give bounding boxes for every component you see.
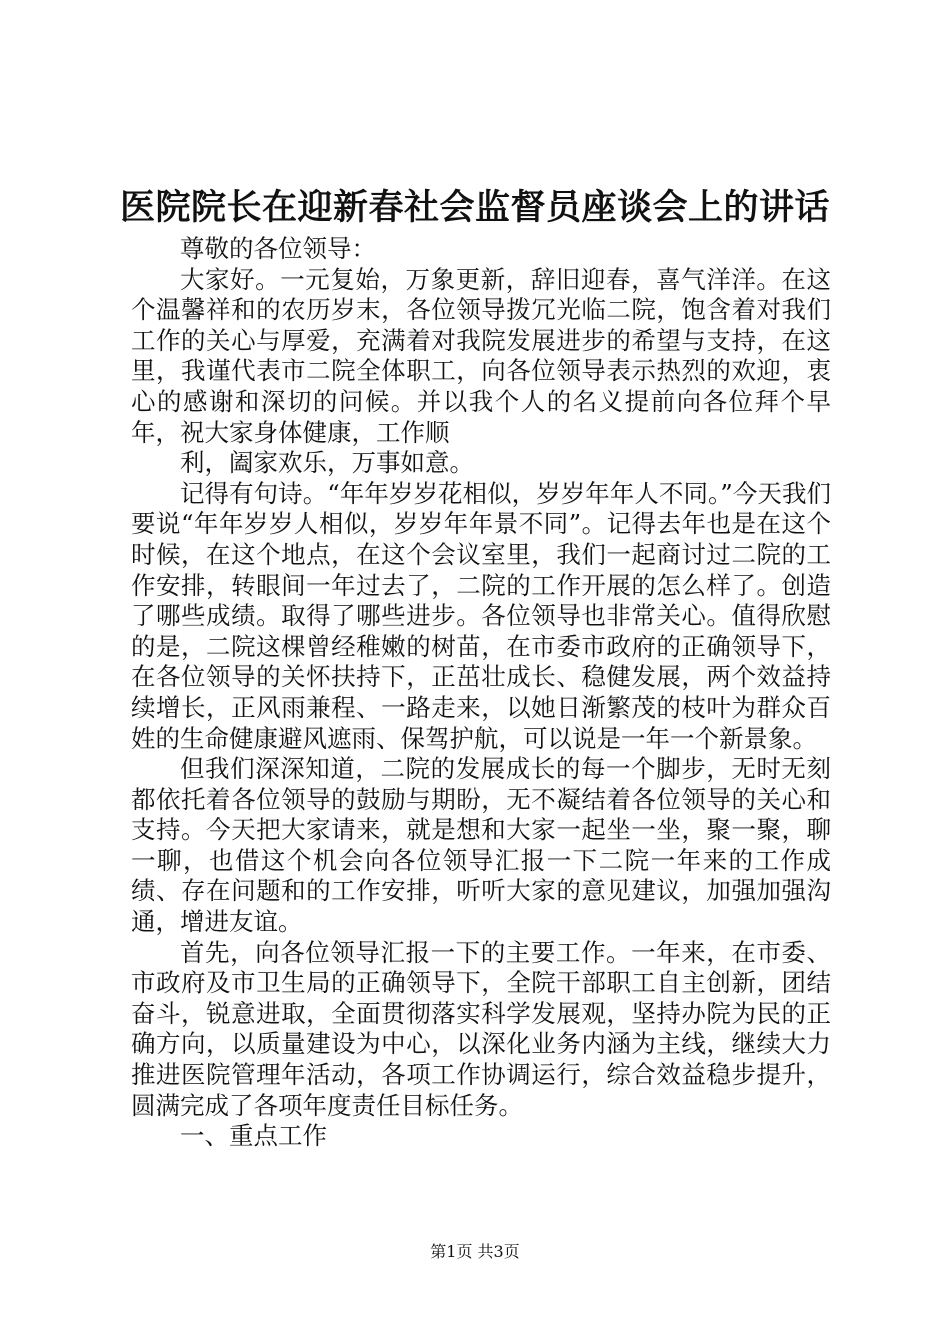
paragraph-greeting-continued: 利，阖家欢乐，万事如意。 bbox=[180, 448, 474, 478]
paragraph-report: 首先，向各位领导汇报一下的主要工作。一年来，在市委、市政府及市卫生局的正确领导下，全院干部职工自主创新，团结奋斗，锐意进取，全面贯彻落实科学发展观，坚持办院为民的正确方向，以质量建设为中心，以深化业务内涵为主线，继续大力推进医院管理年活动，各项工作协调运行，综合效益稳步提升，圆满完成了各项年度责任目标任务。 bbox=[131, 937, 831, 1120]
section-heading: 一、重点工作 bbox=[180, 1121, 327, 1151]
paragraph-poem: 记得有句诗。“年年岁岁花相似，岁岁年年人不同。”今天我们要说“年年岁岁人相似，岁岁年年景不同”。记得去年也是在这个时候，在这个地点，在这个会议室里，我们一起商讨过二院的工作安排，转眼间一年过去了，二院的工作开展的怎么样了。创造了哪些成绩。取得了哪些进步。各位领导也非常关心。值得欣慰的是，二院这棵曾经稚嫩的树苗，在市委市政府的正确领导下，在各位领导的关怀扶持下，正茁壮成长、稳健发展，两个效益持续增长，正风雨兼程、一路走来，以她日渐繁茂的枝叶为群众百姓的生命健康避风遮雨、保驾护航，可以说是一年一个新景象。 bbox=[131, 478, 831, 753]
document-body bbox=[131, 234, 831, 1152]
page-footer: 第1页 共3页 bbox=[430, 1242, 520, 1261]
paragraph-greeting: 大家好。一元复始，万象更新，辞旧迎春，喜气洋洋。在这个温馨祥和的农历岁末，各位领导拨冗光临二院，饱含着对我们工作的关心与厚爱，充满着对我院发展进步的希望与支持，在这里，我谨代表市二院全体职工，向各位领导表示热烈的欢迎，衷心的感谢和深切的问候。并以我个人的名义提前向各位拜个早年，祝大家身体健康，工作顺 bbox=[131, 264, 831, 447]
document-title: 医院院长在迎新春社会监督员座谈会上的讲话 bbox=[119, 187, 830, 228]
salutation: 尊敬的各位领导： bbox=[180, 234, 376, 263]
paragraph-support: 但我们深深知道，二院的发展成长的每一个脚步，无时无刻都依托着各位领导的鼓励与期盼，无不凝结着各位领导的关心和支持。今天把大家请来，就是想和大家一起坐一坐，聚一聚，聊一聊，也借这个机会向各位领导汇报一下二院一年来的工作成绩、存在问题和的工作安排，听听大家的意见建议，加强加强沟通，增进友谊。 bbox=[131, 754, 831, 937]
